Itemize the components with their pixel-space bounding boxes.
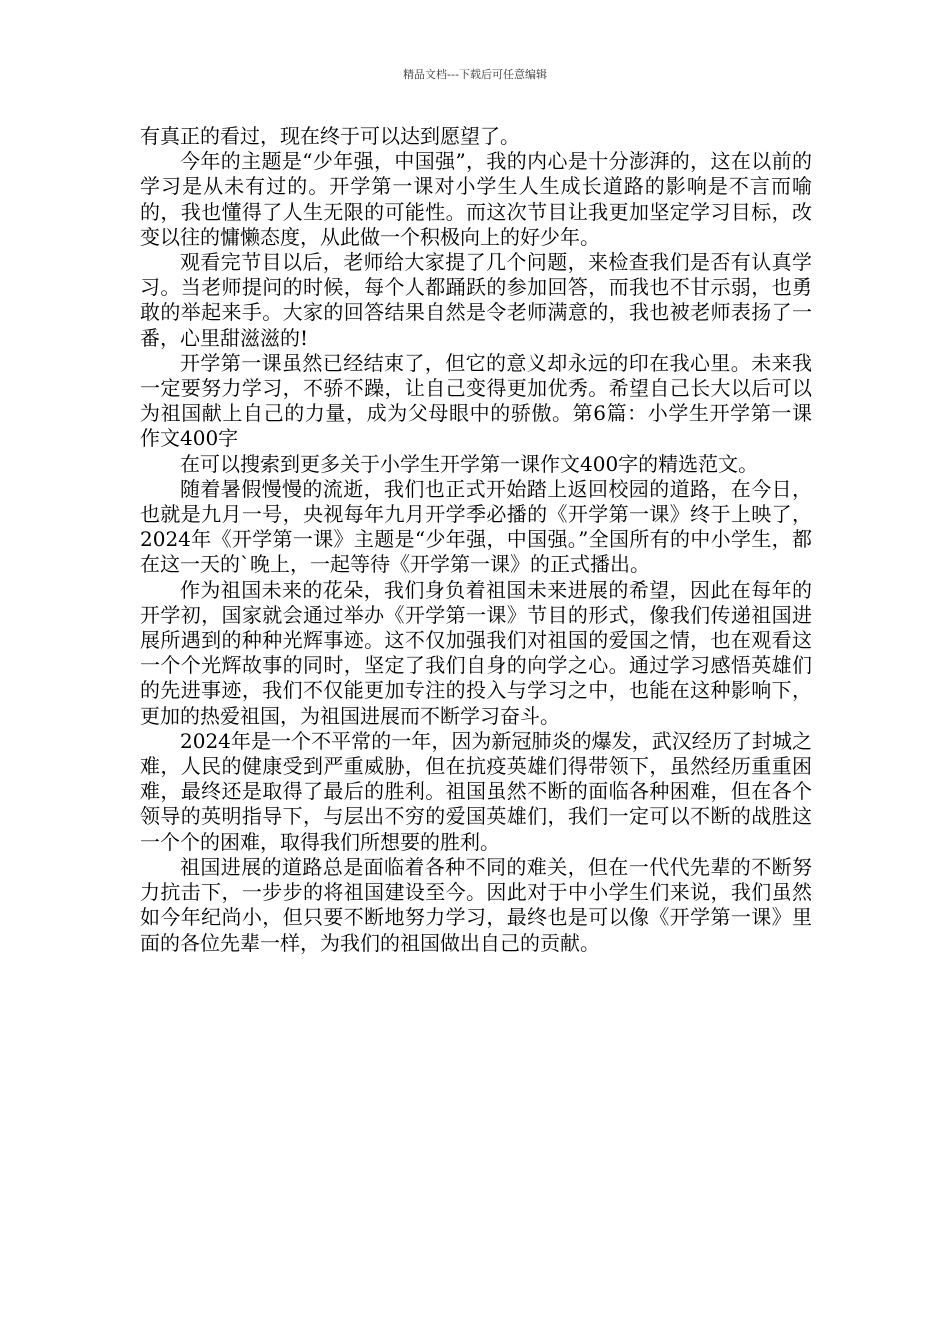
page-header: 精品文档---下载后可任意编辑: [403, 68, 547, 81]
paragraph-5: 在可以搜索到更多关于小学生开学第一课作文400字的精选范文。: [180, 451, 759, 476]
paragraph-7: 作为祖国未来的花朵，我们身负着祖国未来进展的希望，因此在每年的开学初，国家就会通过举办《开学第一课》节目的形式，像我们传递祖国进展所遇到的种种光辉事迹。这不仅加强我们对祖国的爱国之情，也在观看这一个个光辉故事的同时，坚定了我们自身的向学之心。通过学习感悟英雄们的先进事迹，我们不仅能更加专注的投入与学习之中，也能在这种影响下，更加的热爱祖国，为祖国进展而不断学习奋斗。: [140, 577, 812, 728]
paragraph-2: 今年的主题是“少年强，中国强”，我的内心是十分澎湃的，这在以前的学习是从未有过的。开学第一课对小学生人生成长道路的影响是不言而喻的，我也懂得了人生无限的可能性。而这次节目让我更加坚定学习目标，改变以往的慵懒态度，从此做一个积极向上的好少年。: [140, 149, 812, 249]
paragraph-9: 祖国进展的道路总是面临着各种不同的难关，但在一代代先辈的不断努力抗击下，一步步的将祖国建设至今。因此对于中小学生们来说，我们虽然如今年纪尚小，但只要不断地努力学习，最终也是可以像《开学第一课》里面的各位先辈一样，为我们的祖国做出自己的贡献。: [140, 854, 812, 955]
paragraph-6: 随着暑假慢慢的流逝，我们也正式开始踏上返回校园的道路，在今日，也就是九月一号，央视每年九月开学季必播的《开学第一课》终于上映了，2024年《开学第一课》主题是“少年强，中国强。”全国所有的中小学生，都在这一天的`晚上，一起等待《开学第一课》的正式播出。: [140, 476, 812, 577]
document-body: [140, 124, 812, 956]
paragraph-4: 开学第一课虽然已经结束了，但它的意义却永远的印在我心里。未来我一定要努力学习，不骄不躁，让自己变得更加优秀。希望自己长大以后可以为祖国献上自己的力量，成为父母眼中的骄傲。第6篇：小学生开学第一课作文400字: [140, 350, 812, 451]
paragraph-8: 2024年是一个不平常的一年，因为新冠肺炎的爆发，武汉经历了封城之难，人民的健康受到严重威胁，但在抗疫英雄们得带领下，虽然经历重重困难，最终还是取得了最后的胜利。祖国虽然不断的面临各种困难，但在各个领导的英明指导下，与层出不穷的爱国英雄们，我们一定可以不断的战胜这一个个的困难，取得我们所想要的胜利。: [140, 728, 812, 854]
paragraph-1: 有真正的看过，现在终于可以达到愿望了。: [140, 124, 520, 148]
paragraph-3: 观看完节目以后，老师给大家提了几个问题，来检查我们是否有认真学习。当老师提问的时候，每个人都踊跃的参加回答，而我也不甘示弱，也勇敢的举起来手。大家的回答结果自然是令老师满意的，我也被老师表扬了一番，心里甜滋滋的!: [140, 250, 812, 350]
